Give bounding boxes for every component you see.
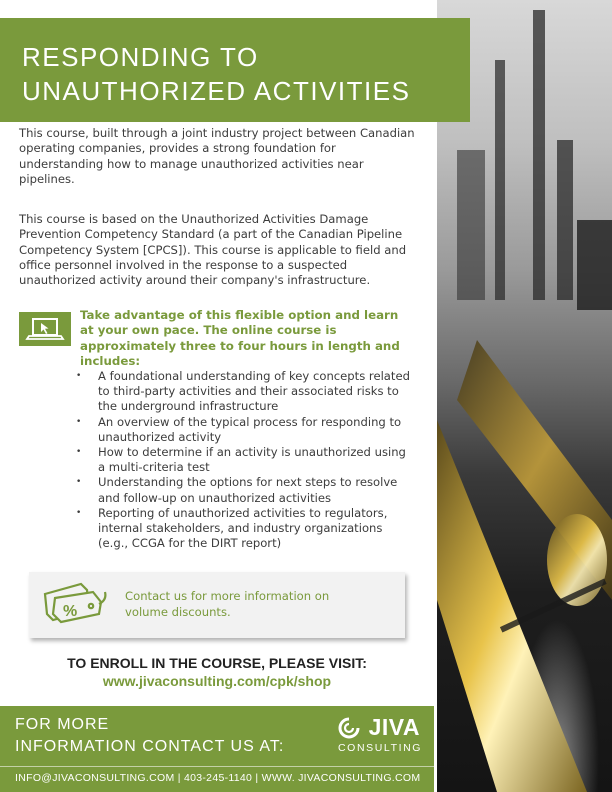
enroll-section: [0, 654, 434, 691]
online-offer: [0, 300, 420, 368]
list-item: • Reporting of unauthorized activities to regulators, internal stakeholders, and industry organizations (e.g., CCGA for the DIRT report): [76, 506, 416, 552]
list-item: • Understanding the options for next steps to resolve and follow-up on unauthorized activities: [76, 475, 416, 505]
svg-text:%: %: [63, 603, 78, 620]
enroll-label: TO ENROLL IN THE COURSE, PLEASE VISIT:: [67, 655, 367, 671]
includes-list: [76, 369, 416, 551]
offer-text: Take advantage of this flexible option and learn at your own pace. The online course is approximately three to four hours in length and includes:: [80, 308, 400, 368]
footer-contact-line-1: FOR MORE: [15, 716, 110, 733]
title-band: [0, 18, 470, 122]
intro-paragraph-2: This course is based on the Unauthorized Activities Damage Prevention Competency Standard (a part of the Canadian Pipeline Competency System [CPCS]). This course is applicable to field and office personnel involved in the response to a suspected unauthorized activity around their company's infrastructure.: [19, 212, 407, 288]
enroll-link[interactable]: www.jivaconsulting.com/cpk/shop: [102, 673, 332, 689]
discount-text: Contact us for more information on volume discounts.: [125, 589, 330, 619]
list-item: • How to determine if an activity is unauthorized using a multi-criteria test: [76, 445, 416, 475]
discount-tag-icon: [41, 580, 111, 630]
footer: [0, 706, 434, 792]
discount-box: [29, 572, 405, 638]
footer-contact-heading: [15, 714, 284, 758]
page-title: [22, 40, 410, 108]
intro-paragraph-1: This course, built through a joint industry project between Canadian operating companies, provides a strong foundation for understanding how to manage unauthorized activities near pipelines.: [19, 126, 415, 186]
footer-contact-line-2: INFORMATION CONTACT US AT:: [15, 738, 285, 755]
footer-divider: [0, 766, 434, 767]
title-line-1: RESPONDING TO: [22, 42, 259, 72]
list-item: • A foundational understanding of key concepts related to third-party activities and their associated risks to the underground infrastructure: [76, 369, 416, 415]
logo-wordmark: JIVA: [368, 714, 420, 740]
logo-subtitle: CONSULTING: [338, 742, 423, 754]
jiva-logo: [336, 714, 426, 766]
footer-contact-details: INFO@JIVACONSULTING.COM | 403-245-1140 | WWW. JIVACONSULTING.COM: [15, 772, 421, 784]
title-line-2: UNAUTHORIZED ACTIVITIES: [22, 76, 411, 106]
list-item: • An overview of the typical process for responding to unauthorized activity: [76, 415, 416, 445]
laptop-cursor-icon: [19, 312, 71, 346]
